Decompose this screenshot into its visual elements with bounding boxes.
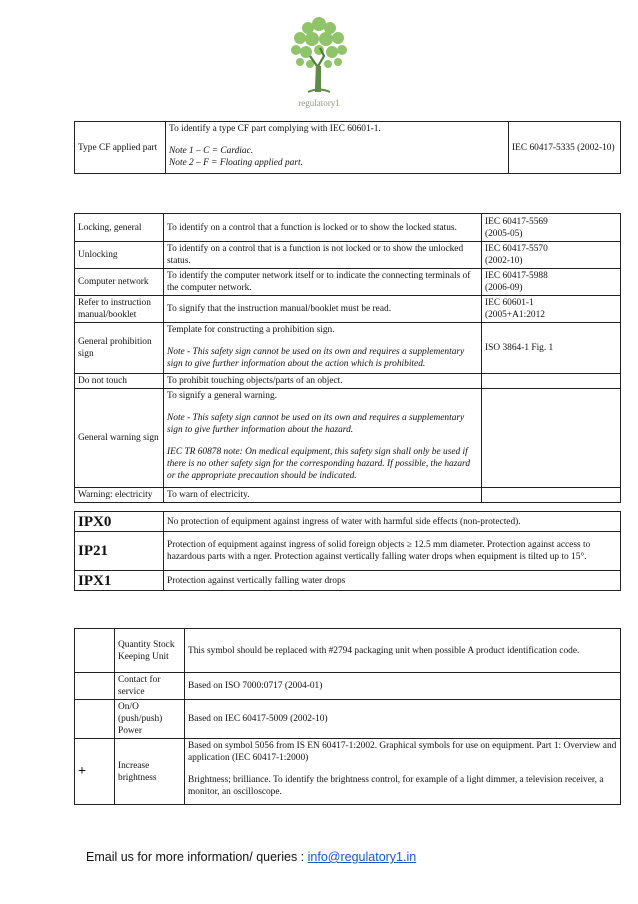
ip-code: IPX1 — [75, 571, 164, 591]
email-link[interactable]: info@regulatory1.in — [307, 850, 417, 864]
row-description: To signify a general warning. Note - This safety sign cannot be used on its own and requires a supplementary sign to give further information about the hazard. IEC TR 60878 note: On medical equipment, this safety sign shall only be used if there is no other safety sign for the corresponding hazard. If possible, the hazard or the appropriate precaution should be indicated. — [164, 389, 482, 488]
row-label: Computer network — [75, 269, 164, 296]
applied-part-note2: Note 2 – F = Floating applied part. — [169, 158, 303, 168]
ip-code: IP21 — [75, 532, 164, 571]
row-label: Quantity Stock Keeping Unit — [115, 629, 185, 673]
logo-text: regulatory1 — [298, 98, 340, 108]
table-row — [75, 242, 621, 269]
row-reference: IEC 60417-5569 (2005-05) — [482, 214, 621, 242]
row-label: General warning sign — [75, 389, 164, 488]
footer-contact — [86, 850, 416, 864]
row-description: To prohibit touching objects/parts of an object. — [164, 374, 482, 389]
ip-code: IPX0 — [75, 512, 164, 532]
table-row — [75, 673, 621, 700]
row-reference: IEC 60417-5988 (2006-09) — [482, 269, 621, 296]
applied-part-ref: IEC 60417-5335 (2002-10) — [509, 122, 621, 174]
row-description: Based on ISO 7000:0717 (2004-01) — [185, 673, 621, 700]
ip-description: Protection against vertically falling water drops — [164, 571, 621, 591]
row-label: Refer to instruction manual/booklet — [75, 296, 164, 323]
table-row — [75, 389, 621, 488]
row-label: Increase brightness — [115, 739, 185, 805]
applied-part-note1: Note 1 – C = Cardiac. — [169, 146, 254, 156]
additional-symbols-table — [74, 628, 621, 805]
table-row — [75, 532, 621, 571]
row-label: Warning: electricity — [75, 488, 164, 503]
brightness-symbol: + — [75, 739, 115, 805]
table-row — [75, 629, 621, 673]
row-reference: IEC 60601-1 (2005+A1:2012 — [482, 296, 621, 323]
row-description: Template for constructing a prohibition sign. Note - This safety sign cannot be used on its own and requires a supplementary sign to give further information about the action which is prohibited. — [164, 323, 482, 374]
symbols-table — [74, 213, 621, 503]
table-row — [75, 571, 621, 591]
table-row — [75, 739, 621, 805]
row-reference: ISO 3864-1 Fig. 1 — [482, 323, 621, 374]
row-label: Unlocking — [75, 242, 164, 269]
ip-description: Protection of equipment against ingress of solid foreign objects ≥ 12.5 mm diameter. Protection against access to hazardous parts with a nger. Protection against vertically falling water drops when equipment is tilted up to 15°. — [164, 532, 621, 571]
row-description: This symbol should be replaced with #2794 packaging unit when possible A product identification code. — [185, 629, 621, 673]
row-description: To identify the computer network itself or to indicate the connecting terminals of the computer network. — [164, 269, 482, 296]
row-label: Contact for service — [115, 673, 185, 700]
row-description: To identify on a control that is a function is not locked or to show the unlocked status. — [164, 242, 482, 269]
warning-tr-note: IEC TR 60878 note: On medical equipment, this safety sign shall only be used if there is no other safety sign for the corresponding hazard. If possible, the hazard or the appropriate precaution should be indicated. — [167, 447, 471, 481]
table-row — [75, 323, 621, 374]
regulatory1-logo — [286, 8, 352, 112]
row-reference: IEC 60417-5570 (2002-10) — [482, 242, 621, 269]
row-description: To signify that the instruction manual/booklet must be read. — [164, 296, 482, 323]
ip-description: No protection of equipment against ingress of water with harmful side effects (non-protected). — [164, 512, 621, 532]
row-label: On/O (push/push) Power — [115, 700, 185, 739]
row-label: Do not touch — [75, 374, 164, 389]
table-row — [75, 700, 621, 739]
applied-part-description — [166, 122, 509, 174]
ip-ratings-table — [74, 511, 621, 591]
applied-part-line: To identify a type CF part complying with IEC 60601-1. — [169, 124, 381, 134]
row-description: Based on symbol 5056 from IS EN 60417-1:2002. Graphical symbols for use on equipment. Part 1: Overview and application (IEC 60417-1:2000) Brightness; brilliance. To identify the brightness control, for example of a light dimmer, a television receiver, a monitor, an oscilloscope. — [185, 739, 621, 805]
table-row — [75, 269, 621, 296]
table-row — [75, 214, 621, 242]
table-row — [75, 488, 621, 503]
table-row — [75, 296, 621, 323]
warning-note: Note - This safety sign cannot be used on its own and requires a supplementary sign to give further information about the hazard. — [167, 413, 465, 435]
table-row — [75, 512, 621, 532]
prohibition-note: Note - This safety sign cannot be used on its own and requires a supplementary sign to give further information about the action which is prohibited. — [167, 347, 465, 369]
table-row — [75, 374, 621, 389]
row-label: General prohibition sign — [75, 323, 164, 374]
footer-text: Email us for more information/ queries : — [86, 850, 308, 864]
applied-part-table — [74, 121, 621, 174]
row-label: Locking, general — [75, 214, 164, 242]
row-description: To identify on a control that a function is locked or to show the locked status. — [164, 214, 482, 242]
row-description: Based on IEC 60417-5009 (2002-10) — [185, 700, 621, 739]
applied-part-label: Type CF applied part — [75, 122, 166, 174]
row-description: To warn of electricity. — [164, 488, 482, 503]
tree-logo-icon — [286, 8, 352, 112]
